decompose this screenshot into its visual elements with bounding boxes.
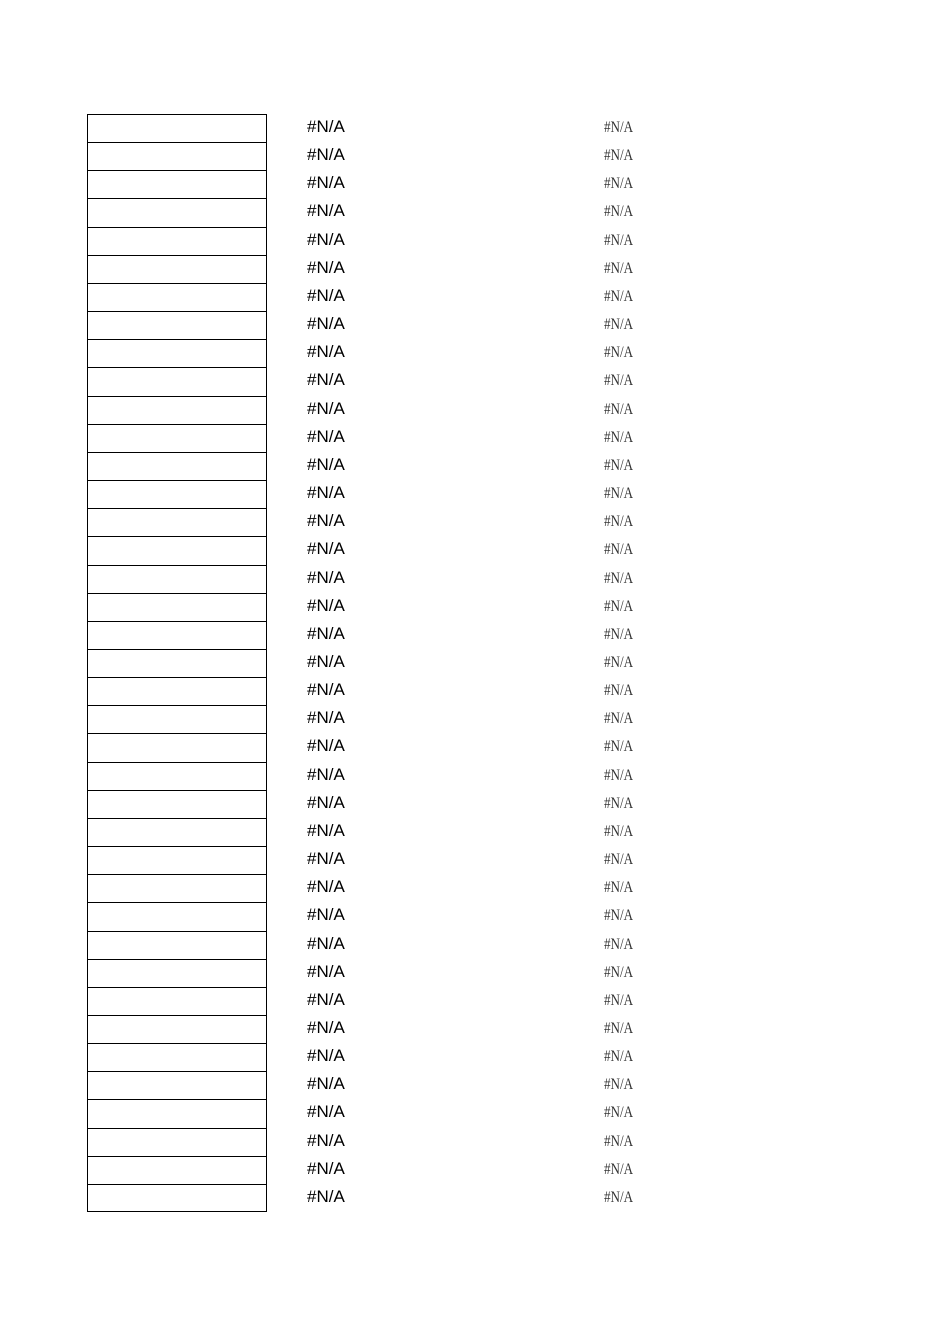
input-cell[interactable]	[87, 621, 267, 649]
table-row	[0, 818, 950, 846]
lookup-value-cell: #N/A	[307, 595, 345, 615]
input-cell[interactable]	[87, 1128, 267, 1156]
lookup-result-cell: #N/A	[604, 879, 634, 897]
table-row	[0, 931, 950, 959]
lookup-result-cell: #N/A	[604, 963, 634, 981]
lookup-value-cell: #N/A	[307, 511, 345, 531]
lookup-value-cell: #N/A	[307, 285, 345, 305]
lookup-value-cell: #N/A	[307, 877, 345, 897]
lookup-result-cell: #N/A	[604, 738, 634, 756]
spreadsheet-page	[0, 114, 950, 1212]
lookup-result-cell: #N/A	[604, 456, 634, 474]
lookup-result-cell: #N/A	[604, 259, 634, 277]
table-row	[0, 1184, 950, 1212]
input-cell[interactable]	[87, 1071, 267, 1099]
lookup-result-cell: #N/A	[604, 175, 634, 193]
lookup-value-cell: #N/A	[307, 1046, 345, 1066]
input-cell[interactable]	[87, 452, 267, 480]
lookup-result-cell: #N/A	[604, 682, 634, 700]
lookup-value-cell: #N/A	[307, 680, 345, 700]
table-row	[0, 762, 950, 790]
input-cell[interactable]	[87, 1156, 267, 1184]
lookup-value-cell: #N/A	[307, 567, 345, 587]
lookup-result-cell: #N/A	[604, 428, 634, 446]
lookup-result-cell: #N/A	[604, 1048, 634, 1066]
lookup-value-cell: #N/A	[307, 736, 345, 756]
input-cell[interactable]	[87, 396, 267, 424]
input-cell[interactable]	[87, 1043, 267, 1071]
table-row	[0, 959, 950, 987]
input-cell[interactable]	[87, 480, 267, 508]
input-cell[interactable]	[87, 790, 267, 818]
table-row	[0, 283, 950, 311]
lookup-result-cell: #N/A	[604, 653, 634, 671]
table-row	[0, 1099, 950, 1127]
table-row	[0, 255, 950, 283]
input-cell[interactable]	[87, 142, 267, 170]
table-row	[0, 902, 950, 930]
lookup-value-cell: #N/A	[307, 314, 345, 334]
table-row	[0, 874, 950, 902]
table-row	[0, 424, 950, 452]
lookup-value-cell: #N/A	[307, 454, 345, 474]
lookup-value-cell: #N/A	[307, 173, 345, 193]
lookup-result-cell: #N/A	[604, 316, 634, 334]
lookup-value-cell: #N/A	[307, 792, 345, 812]
lookup-value-cell: #N/A	[307, 764, 345, 784]
lookup-value-cell: #N/A	[307, 426, 345, 446]
lookup-value-cell: #N/A	[307, 483, 345, 503]
table-row	[0, 593, 950, 621]
lookup-value-cell: #N/A	[307, 1018, 345, 1037]
lookup-value-cell: #N/A	[307, 539, 345, 559]
lookup-value-cell: #N/A	[307, 398, 345, 418]
table-row	[0, 396, 950, 424]
input-cell[interactable]	[87, 339, 267, 367]
table-row	[0, 565, 950, 593]
lookup-value-cell: #N/A	[307, 820, 345, 840]
table-row	[0, 452, 950, 480]
lookup-result-cell: #N/A	[604, 400, 634, 418]
lookup-result-cell: #N/A	[604, 907, 634, 925]
lookup-result-cell: #N/A	[604, 1188, 634, 1206]
lookup-value-cell: #N/A	[307, 989, 345, 1009]
lookup-result-cell: #N/A	[604, 541, 634, 559]
table-row	[0, 677, 950, 705]
lookup-result-cell: #N/A	[604, 1160, 634, 1178]
input-cell[interactable]	[87, 733, 267, 761]
lookup-result-cell: #N/A	[604, 991, 634, 1009]
lookup-result-cell: #N/A	[604, 485, 634, 503]
input-cell[interactable]	[87, 311, 267, 339]
lookup-value-cell: #N/A	[307, 370, 345, 390]
lookup-value-cell: #N/A	[307, 708, 345, 728]
lookup-result-cell: #N/A	[604, 1020, 634, 1037]
lookup-result-cell: #N/A	[604, 344, 634, 362]
input-cell[interactable]	[87, 1015, 267, 1043]
input-cell[interactable]	[87, 255, 267, 283]
lookup-result-cell: #N/A	[604, 851, 634, 869]
table-row	[0, 1043, 950, 1071]
table-row	[0, 1156, 950, 1184]
table-row	[0, 311, 950, 339]
lookup-result-cell: #N/A	[604, 1076, 634, 1094]
input-cell[interactable]	[87, 424, 267, 452]
table-row	[0, 1015, 950, 1043]
input-cell[interactable]	[87, 705, 267, 733]
input-cell[interactable]	[87, 593, 267, 621]
input-cell[interactable]	[87, 959, 267, 987]
table-row	[0, 198, 950, 226]
input-cell[interactable]	[87, 902, 267, 930]
lookup-result-cell: #N/A	[604, 287, 634, 305]
input-cell[interactable]	[87, 762, 267, 790]
table-row	[0, 227, 950, 255]
input-cell[interactable]	[87, 198, 267, 226]
table-row	[0, 536, 950, 564]
lookup-value-cell: #N/A	[307, 257, 345, 277]
lookup-value-cell: #N/A	[307, 201, 345, 221]
input-cell[interactable]	[87, 367, 267, 395]
lookup-value-cell: #N/A	[307, 1186, 345, 1206]
table-row	[0, 1071, 950, 1099]
lookup-result-cell: #N/A	[604, 935, 634, 953]
table-row	[0, 621, 950, 649]
table-row	[0, 170, 950, 198]
lookup-value-cell: #N/A	[307, 905, 345, 925]
lookup-value-cell: #N/A	[307, 229, 345, 249]
input-cell[interactable]	[87, 1099, 267, 1127]
table-row	[0, 705, 950, 733]
input-cell[interactable]	[87, 536, 267, 564]
lookup-result-cell: #N/A	[604, 569, 634, 587]
lookup-value-cell: #N/A	[307, 1102, 345, 1122]
lookup-value-cell: #N/A	[307, 1074, 345, 1094]
table-row	[0, 142, 950, 170]
input-cell[interactable]	[87, 114, 267, 142]
lookup-value-cell: #N/A	[307, 623, 345, 643]
lookup-result-cell: #N/A	[604, 710, 634, 728]
input-cell[interactable]	[87, 649, 267, 677]
table-row	[0, 339, 950, 367]
lookup-result-cell: #N/A	[604, 372, 634, 390]
input-cell[interactable]	[87, 170, 267, 198]
lookup-value-cell: #N/A	[307, 1130, 345, 1150]
lookup-result-cell: #N/A	[604, 147, 634, 165]
input-cell[interactable]	[87, 565, 267, 593]
table-row	[0, 114, 950, 142]
lookup-result-cell: #N/A	[604, 625, 634, 643]
lookup-result-cell: #N/A	[604, 513, 634, 531]
lookup-result-cell: #N/A	[604, 597, 634, 615]
table-row	[0, 480, 950, 508]
input-cell[interactable]	[87, 818, 267, 846]
table-row	[0, 987, 950, 1015]
input-cell[interactable]	[87, 987, 267, 1015]
input-cell[interactable]	[87, 846, 267, 874]
input-cell[interactable]	[87, 874, 267, 902]
lookup-result-cell: #N/A	[604, 1132, 634, 1150]
lookup-value-cell: #N/A	[307, 1158, 345, 1178]
input-cell[interactable]	[87, 283, 267, 311]
lookup-result-cell: #N/A	[604, 1104, 634, 1122]
lookup-value-cell: #N/A	[307, 849, 345, 869]
lookup-result-cell: #N/A	[604, 822, 634, 840]
table-row	[0, 649, 950, 677]
lookup-value-cell: #N/A	[307, 342, 345, 362]
table-row	[0, 846, 950, 874]
lookup-value-cell: #N/A	[307, 145, 345, 165]
table-row	[0, 790, 950, 818]
input-cell[interactable]	[87, 931, 267, 959]
lookup-result-cell: #N/A	[604, 794, 634, 812]
table-row	[0, 508, 950, 536]
lookup-value-cell: #N/A	[307, 961, 345, 981]
lookup-value-cell: #N/A	[307, 933, 345, 953]
lookup-value-cell: #N/A	[307, 117, 345, 136]
lookup-result-cell: #N/A	[604, 119, 634, 136]
table-row	[0, 733, 950, 761]
input-cell[interactable]	[87, 677, 267, 705]
table-row	[0, 367, 950, 395]
lookup-value-cell: #N/A	[307, 651, 345, 671]
input-cell[interactable]	[87, 227, 267, 255]
input-cell[interactable]	[87, 1184, 267, 1212]
table-row	[0, 1128, 950, 1156]
lookup-result-cell: #N/A	[604, 231, 634, 249]
lookup-result-cell: #N/A	[604, 766, 634, 784]
input-cell[interactable]	[87, 508, 267, 536]
lookup-result-cell: #N/A	[604, 203, 634, 221]
